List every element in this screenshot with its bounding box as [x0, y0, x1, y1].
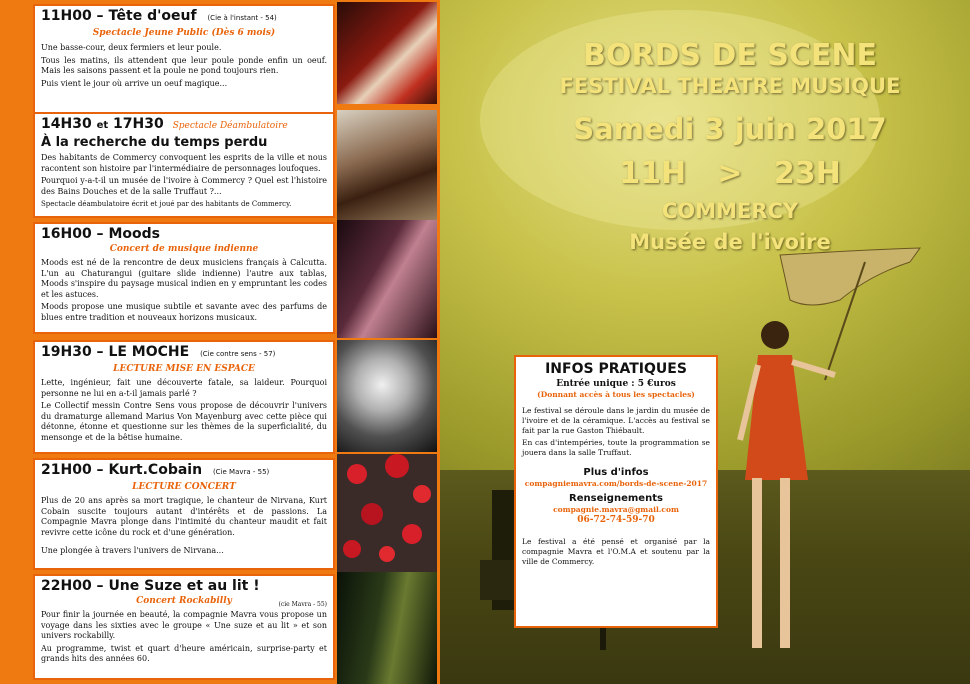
program-heading: 16H00 – Moods [41, 226, 160, 242]
program-heading: 11H00 – Tête d'oeuf (Cie à l'instant - 54) [41, 8, 277, 24]
festival-venue: Musée de l'ivoire [629, 230, 831, 254]
photo-le-moche [337, 340, 437, 452]
program-description: Des habitants de Commercy convoquent les esprits de la ville et nous racontent son histoire par l'intermédiaire de personnages loufoques. Pourquoi y-a-t-il un musée de l'ivoire à Commercy ? Quel est l'histoire des Bains Douches et de la salle Truffaut ?... Spectacle déambulatoire écrit et joué par des habitants de Commercy. [41, 153, 327, 208]
infos-access: Le festival se déroule dans le jardin du musée de l'ivoire et de la céramique. L'accès au festival se fait par la rue Gaston Thiébault. [522, 406, 710, 435]
program-title: À la recherche du temps perdu [41, 135, 268, 150]
program-item [33, 574, 335, 680]
infos-contact-label: Renseignements [569, 493, 663, 504]
program-genre: Spectacle Déambulatoire [172, 121, 288, 131]
program-title: LE MOCHE [108, 344, 190, 360]
infos-pratiques-box [514, 355, 718, 628]
photo-kurt-cobain [337, 454, 437, 572]
program-time: 11H00 [41, 8, 92, 24]
program-heading: 19H30 – LE MOCHE (Cie contre sens - 57) [41, 344, 276, 360]
program-heading: 14H30 et 17H30 Spectacle Déambulatoire [41, 116, 288, 132]
program-item [33, 222, 335, 334]
infos-email-link[interactable]: compagnie.mavra@gmail.com [553, 505, 679, 514]
program-genre: LECTURE CONCERT [132, 482, 236, 492]
program-description: Pour finir la journée en beauté, la compagnie Mavra vous propose un voyage dans les sixties avec le groupe « Une suze et au lit » et son univers rockabilly. Au programme, twist et quart d'heure américain, surprise-party et grands hits des années 60. [41, 610, 327, 663]
infos-title: INFOS PRATIQUES [545, 361, 687, 377]
program-description: Plus de 20 ans après sa mort tragique, le chanteur de Nirvana, Kurt Cobain suscite toujours autant d'intérêts et de passions. La Compagnie Mavra plonge dans l'intimité du chanteur maudit et fait revivre cette icône du rock et d'une génération. Une plongée à travers l'univers de Nirvana... [41, 496, 327, 555]
program-description: Moods est né de la rencontre de deux musiciens français à Calcutta. L'un au Chaturangui (guitare slide indienne) l'autre aux tablas, Moods s'inspire du paysage musical indien en y empruntant les codes et les astuces. Moods propose une musique subtile et savante avec des parfums de blues entre tradition et nouveaux horizons musicaux. [41, 258, 327, 322]
infos-more-label: Plus d'infos [583, 467, 649, 478]
program-genre-row: Concert Rockabilly (cie Mavra - 55) [136, 596, 327, 608]
program-item [33, 340, 335, 454]
program-company: (Cie à l'instant - 54) [207, 14, 277, 22]
program-title: Tête d'oeuf [108, 8, 197, 24]
infos-phone: 06-72-74-59-70 [577, 515, 655, 525]
photo-tete-doeuf [337, 2, 437, 104]
program-genre: Concert de musique indienne [109, 244, 259, 254]
photo-temps-perdu [337, 110, 437, 220]
program-genre: LECTURE MISE EN ESPACE [113, 364, 255, 374]
infos-weather: En cas d'intempéries, toute la programmation se jouera dans la salle Truffaut. [522, 438, 710, 457]
festival-town: COMMERCY [661, 199, 799, 223]
photo-moods [337, 220, 437, 338]
festival-title: BORDS DE SCENE [583, 38, 877, 73]
program-title: Une Suze et au lit ! [108, 578, 260, 594]
festival-hours: 11H > 23H [619, 156, 841, 191]
infos-price-note: (Donnant accès à tous les spectacles) [537, 390, 695, 399]
program-genre: Spectacle Jeune Public (Dès 6 mois) [92, 28, 276, 38]
program-item [33, 4, 335, 114]
program-heading: 22H00 – Une Suze et au lit ! [41, 578, 260, 594]
program-heading: 21H00 – Kurt.Cobain (Cie Mavra - 55) [41, 462, 270, 478]
festival-date: Samedi 3 juin 2017 [573, 112, 887, 146]
photo-une-suze [337, 572, 437, 684]
program-title: Moods [108, 226, 160, 242]
program-genre: Concert Rockabilly [136, 596, 232, 606]
infos-organizers: Le festival a été pensé et organisé par la compagnie Mavra et l'O.M.A et soutenu par la ville de Commercy. [522, 537, 710, 566]
program-description: Une basse-cour, deux fermiers et leur poule. Tous les matins, ils attendent que leur poule ponde enfin un oeuf. Mais les saisons passent et la poule ne pond toujours rien. Puis vient le jour où arrive un oeuf magique... [41, 43, 327, 88]
festival-subtitle: FESTIVAL THEATRE MUSIQUE [559, 74, 901, 98]
infos-website-link[interactable]: compagniemavra.com/bords-de-scene-2017 [524, 479, 708, 488]
infos-price: Entrée unique : 5 €uros [556, 379, 676, 389]
program-title: Kurt.Cobain [108, 462, 203, 478]
program-description: Lette, ingénieur, fait une découverte fatale, sa laideur. Pourquoi personne ne lui en a-t-il jamais parlé ? Le Collectif messin Contre Sens vous propose de découvrir l'univers du dramaturge allemand Marius Von Mayenburg avec cette pièce qui détonne, étonne et questionne sur les thèmes de la superficialité, du mensonge et de la bêtise humaine. [41, 378, 327, 442]
program-item [33, 458, 335, 570]
program-item [33, 112, 335, 218]
